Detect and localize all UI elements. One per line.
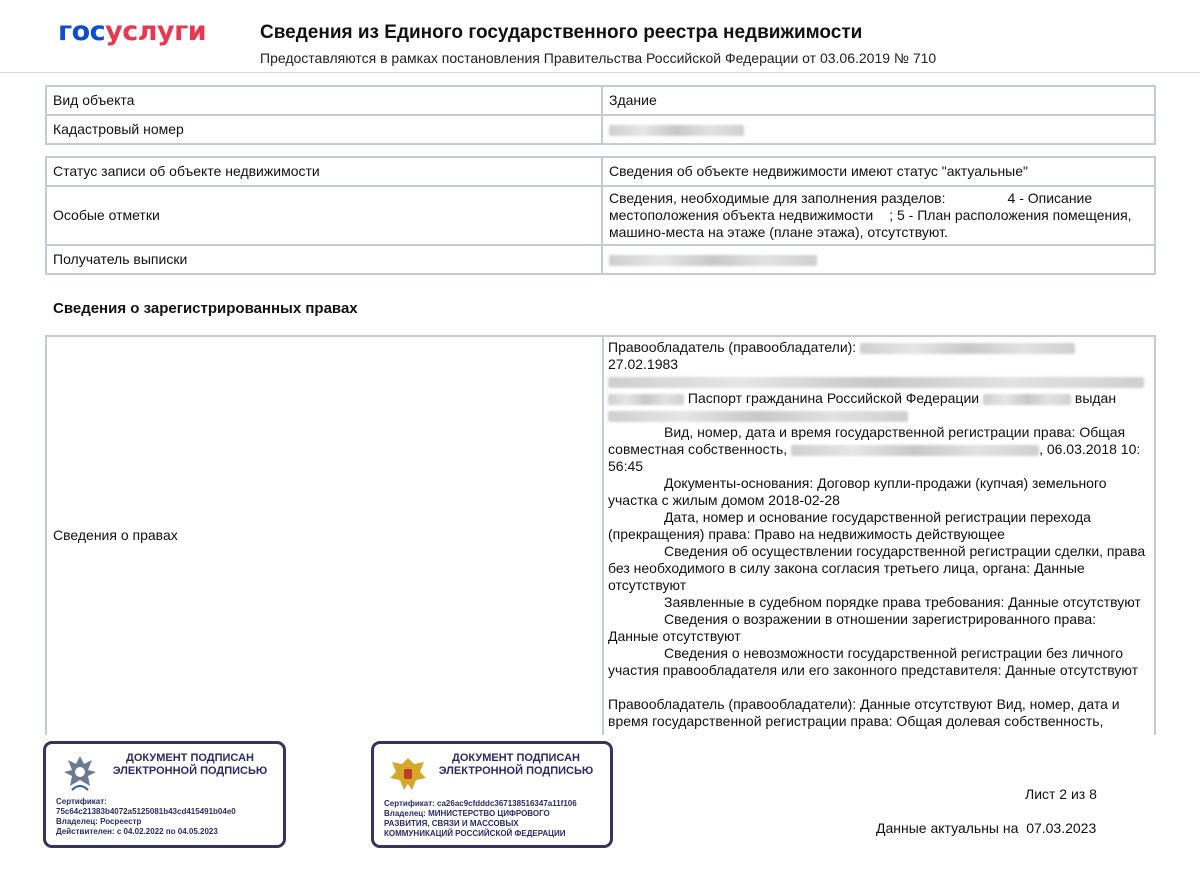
special-notes-label: Особые отметки: [46, 186, 602, 245]
documents-line-2: участка с жилым домом 2018-02-28: [608, 492, 840, 508]
registration-line-1: Вид, номер, дата и время государственной регистрации права: Общая: [664, 424, 1126, 440]
stamp1-title: ДОКУМЕНТ ПОДПИСАН ЭЛЕКТРОННОЙ ПОДПИСЬЮ: [112, 752, 268, 777]
redacted-issuer: [608, 411, 908, 422]
stamp1-owner: Владелец: Росреестр: [56, 817, 142, 826]
birth-date: 27.02.1983: [608, 356, 679, 372]
stamp2-cert: Сертификат: ca26ac9cfdddc367138516347a11f106: [384, 799, 577, 808]
notes-text-1: Сведения, необходимые для заполнения разделов:: [609, 190, 946, 206]
status-table: [45, 156, 1156, 275]
record-status-value: Сведения об объекте недвижимости имеют статус "актуальные": [602, 157, 1155, 186]
objection-line-2: Данные отсутствуют: [608, 628, 741, 644]
signature-stamp-mintsifry: [371, 741, 613, 848]
rights-section-title: Сведения о зарегистрированных правах: [53, 300, 358, 317]
rights-label: Сведения о правах: [53, 527, 178, 543]
objection-line-1: Сведения о возражении в отношении зарегистрированного права:: [664, 611, 1097, 627]
table-row: [46, 86, 1155, 115]
impossible-line-1: Сведения о невозможности государственной регистрации без личного: [664, 645, 1123, 661]
registration-line-2a: совместная собственность,: [608, 441, 788, 457]
header-divider: [0, 72, 1200, 73]
redacted-registration-number: [791, 445, 1039, 456]
redacted-recipient: [609, 255, 817, 266]
gosuslugi-logo: [58, 16, 206, 47]
document-subtitle: Предоставляются в рамках постановления Правительства Российской Федерации от 03.06.2019 № 710: [260, 50, 937, 66]
signature-stamp-rosreestr: [43, 741, 286, 848]
holder2-line-1: Правообладатель (правообладатели): Данные отсутствуют Вид, номер, дата и: [608, 696, 1120, 712]
transfer-line-2: (прекращения) права: Право на недвижимость действующее: [608, 526, 1005, 542]
stamp1-cert-label: Сертификат:: [56, 797, 107, 806]
cadastral-number-label: Кадастровый номер: [46, 115, 602, 144]
registration-line-3: 56:45: [608, 458, 644, 474]
stamp2-details: [384, 799, 577, 839]
data-actual-date: [876, 820, 1096, 836]
redacted-holder-name: [860, 343, 1075, 354]
cadastral-number-value: [602, 115, 1155, 144]
notes-text-3: местоположения объекта недвижимости: [609, 207, 874, 223]
impossible-line-2: участия правообладателя или его законного представителя: Данные отсутствуют: [608, 662, 1138, 678]
logo-part-uslugi: услуги: [105, 16, 207, 47]
notes-text-5: машино-места на этаже (плане этажа), отсутствуют.: [609, 224, 948, 240]
coat-of-arms-icon: [386, 752, 430, 796]
passport-text: Паспорт гражданина Российской Федерации: [687, 390, 980, 406]
consent-line-3: отсутствуют: [608, 577, 687, 593]
stamp2-title: ДОКУМЕНТ ПОДПИСАН ЭЛЕКТРОННОЙ ПОДПИСЬЮ: [438, 752, 594, 777]
rosreestr-emblem-icon: [58, 752, 102, 796]
object-type-label: Вид объекта: [46, 86, 602, 115]
logo-part-gos: гос: [58, 16, 106, 47]
notes-text-4: ; 5 - План расположения помещения,: [889, 207, 1132, 223]
special-notes-value: [602, 186, 1155, 245]
recipient-value: [602, 245, 1155, 274]
redacted-address-line: [608, 377, 1144, 388]
actual-label: Данные актуальны на: [876, 820, 1019, 836]
registration-line-2b: , 06.03.2018 10:: [1039, 441, 1141, 457]
redacted-passport-number: [983, 394, 1071, 405]
holder2-line-2: время государственной регистрации права: Общая долевая собственность,: [608, 713, 1104, 729]
notes-text-2: 4 - Описание: [1007, 190, 1093, 206]
column-divider: [602, 337, 604, 735]
table-row: [46, 157, 1155, 186]
sheet-number: Лист 2 из 8: [1025, 786, 1097, 802]
stamp1-details: [56, 797, 236, 837]
holder-prefix: Правообладатель (правообладатели):: [608, 339, 857, 355]
object-type-value: Здание: [602, 86, 1155, 115]
document-title: Сведения из Единого государственного реестра недвижимости: [260, 22, 863, 43]
object-table: [45, 85, 1156, 145]
stamp2-owner-3: КОММУНИКАЦИЙ РОССИЙСКОЙ ФЕДЕРАЦИИ: [384, 829, 566, 838]
stamp2-owner-1: Владелец: МИНИСТЕРСТВО ЦИФРОВОГО: [384, 809, 550, 818]
issued-text: выдан: [1074, 390, 1117, 406]
redacted-address-end: [608, 394, 684, 405]
consent-line-1: Сведения об осуществлении государственной регистрации сделки, права: [664, 543, 1146, 559]
actual-date: 07.03.2023: [1026, 820, 1097, 836]
table-row: [46, 115, 1155, 144]
court-claims-line: Заявленные в судебном порядке права требования: Данные отсутствуют: [664, 594, 1141, 610]
rights-content: [608, 339, 1158, 730]
stamp2-owner-2: РАЗВИТИЯ, СВЯЗИ И МАССОВЫХ: [384, 819, 519, 828]
table-row: [46, 186, 1155, 245]
stamp1-cert: 75c64c21383b4072a5125081b43cd415491b04e0: [56, 807, 236, 816]
table-row: [46, 245, 1155, 274]
documents-line-1: Документы-основания: Договор купли-продажи (купчая) земельного: [664, 475, 1107, 491]
rights-table: [45, 335, 1156, 735]
recipient-label: Получатель выписки: [46, 245, 602, 274]
redacted-cadastral-number: [609, 125, 744, 136]
consent-line-2: без необходимого в силу закона согласия третьего лица, органа: Данные: [608, 560, 1085, 576]
record-status-label: Статус записи об объекте недвижимости: [46, 157, 602, 186]
stamp1-valid: Действителен: с 04.02.2022 по 04.05.2023: [56, 827, 218, 836]
transfer-line-1: Дата, номер и основание государственной регистрации перехода: [664, 509, 1091, 525]
